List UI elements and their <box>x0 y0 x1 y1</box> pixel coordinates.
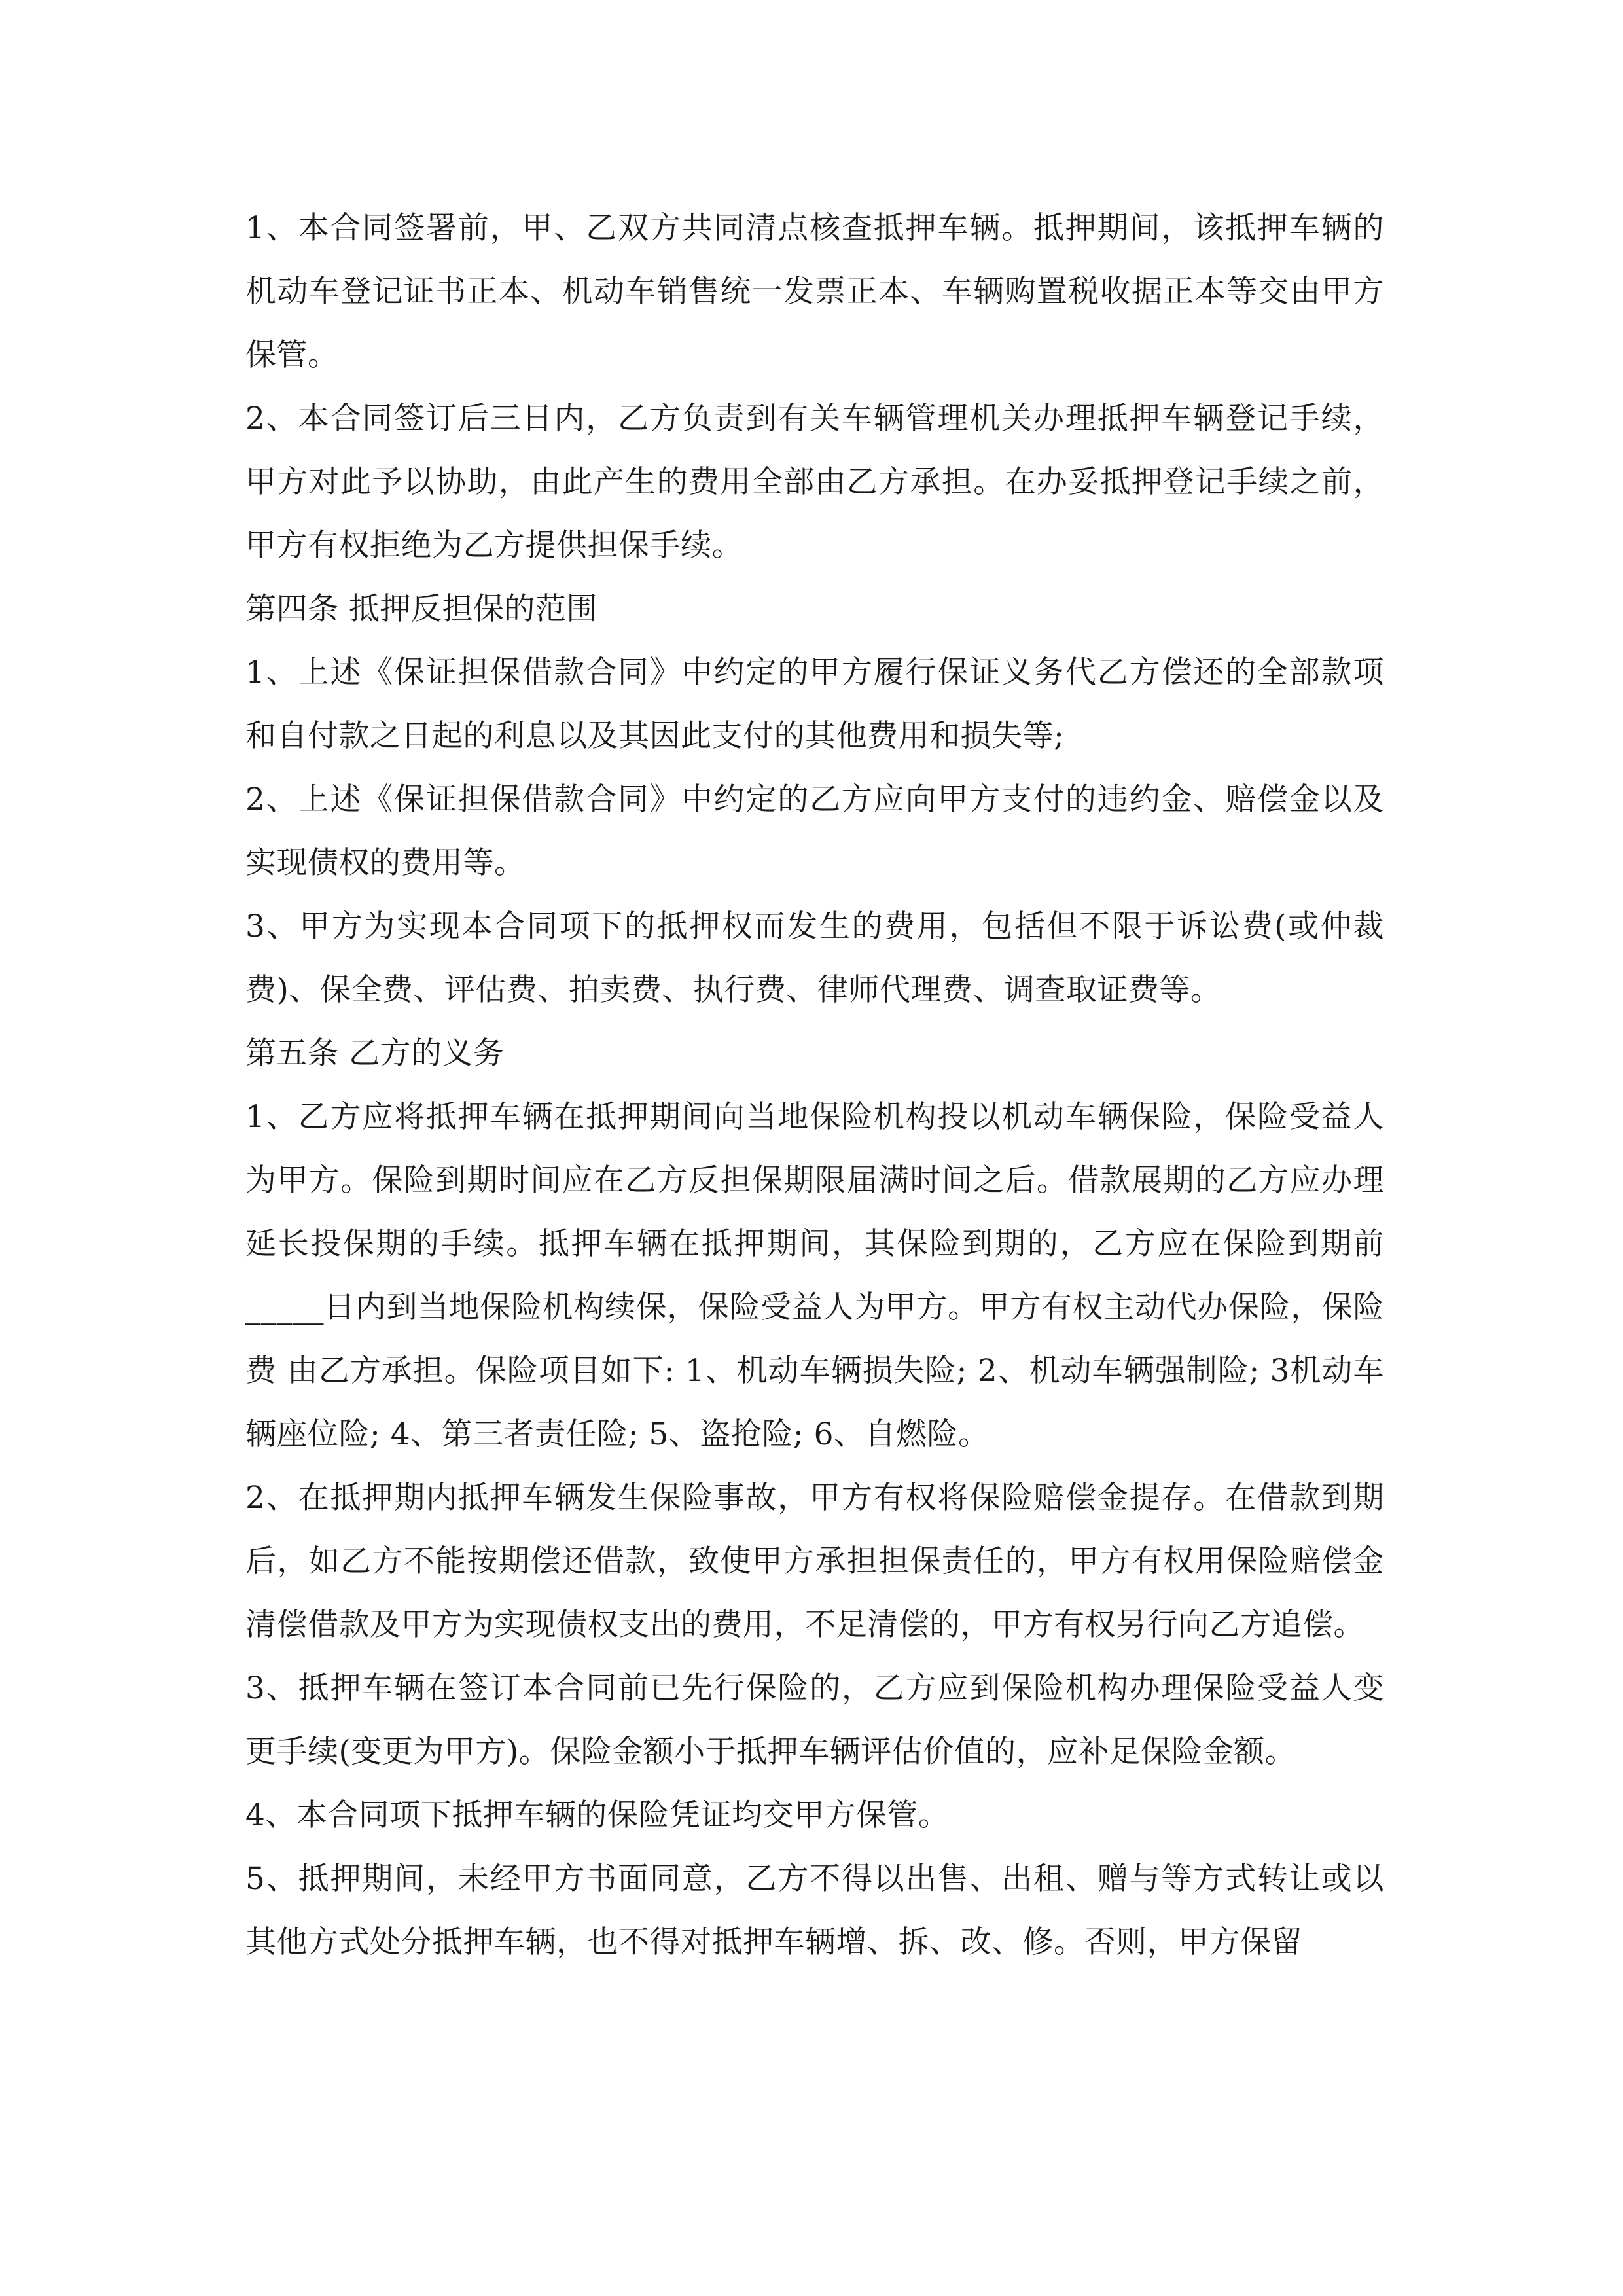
clause-3-item-1: 1、本合同签署前，甲、乙双方共同清点核查抵押车辆。抵押期间，该抵押车辆的机动车登记证书正本、机动车销售统一发票正本、车辆购置税收据正本等交由甲方保管。 <box>245 210 1384 373</box>
clause-3-item-2: 2、本合同签订后三日内，乙方负责到有关车辆管理机关办理抵押车辆登记手续，甲方对此予以协助，由此产生的费用全部由乙方承担。在办妥抵押登记手续之前，甲方有权拒绝为乙方提供担保手续。 <box>245 401 1384 564</box>
article-5-item-1: 1、乙方应将抵押车辆在抵押期间向当地保险机构投以机动车辆保险，保险受益人为甲方。保险到期时间应在乙方反担保期限届满时间之后。借款展期的乙方应办理延长投保期的手续。抵押车辆在抵押期间，其保险到期的，乙方应在保险到期前_____日内到当地保险机构续保，保险受益人为甲方。甲方有权主动代办保险，保险费 由乙方承担。保险项目如下: 1、机动车辆损失险; 2、机动车辆强制险; 3机动车辆座位险; 4、第三者责任险; 5、盗抢险; 6、自燃险。 <box>245 1099 1384 1452</box>
article-4-item-3: 3、甲方为实现本合同项下的抵押权而发生的费用，包括但不限于诉讼费(或仲裁费)、保全费、评估费、拍卖费、执行费、律师代理费、调查取证费等。 <box>245 908 1384 1008</box>
article-4-item-2: 2、上述《保证担保借款合同》中约定的乙方应向甲方支付的违约金、赔偿金以及实现债权的费用等。 <box>245 781 1384 881</box>
article-5-heading: 第五条 乙方的义务 <box>245 1035 505 1071</box>
article-4-heading: 第四条 抵押反担保的范围 <box>245 591 597 627</box>
article-5-item-3: 3、抵押车辆在签订本合同前已先行保险的，乙方应到保险机构办理保险受益人变更手续(变更为甲方)。保险金额小于抵押车辆评估价值的，应补足保险金额。 <box>245 1670 1384 1770</box>
article-5-item-5: 5、抵押期间，未经甲方书面同意，乙方不得以出售、出租、赠与等方式转让或以其他方式处分抵押车辆，也不得对抵押车辆增、拆、改、修。否则，甲方保留 <box>245 1861 1384 1960</box>
document-body <box>245 196 1384 1974</box>
article-4-item-1: 1、上述《保证担保借款合同》中约定的甲方履行保证义务代乙方偿还的全部款项和自付款之日起的利息以及其因此支付的其他费用和损失等; <box>245 655 1384 754</box>
article-5-item-2: 2、在抵押期内抵押车辆发生保险事故，甲方有权将保险赔偿金提存。在借款到期后，如乙方不能按期偿还借款，致使甲方承担担保责任的，甲方有权用保险赔偿金清偿借款及甲方为实现债权支出的费用，不足清偿的，甲方有权另行向乙方追偿。 <box>245 1480 1384 1643</box>
article-5-item-4: 4、本合同项下抵押车辆的保险凭证均交甲方保管。 <box>245 1797 950 1833</box>
